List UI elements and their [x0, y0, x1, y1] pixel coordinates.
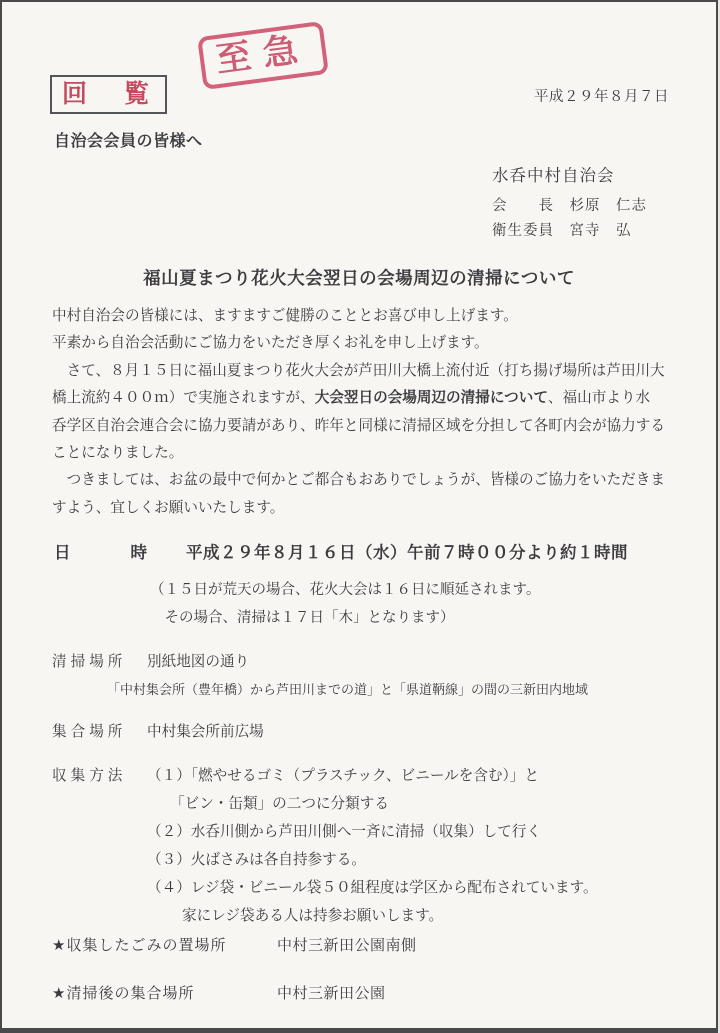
- sender-hygiene-officer: 衛生委員 宮寺 弘: [492, 222, 632, 239]
- meeting-place-label: 集合場所: [52, 724, 127, 740]
- body-line: すよう、宜しくお願いいたします。: [52, 499, 285, 516]
- collection-method-item-2: （２）水呑川側から芦田川側へ一斉に清掃（収集）して行く: [147, 824, 542, 840]
- cleaning-area-label: 清掃場所: [52, 654, 127, 670]
- schedule-note-2: その場合、清掃は１７日「木」となります）: [150, 610, 455, 626]
- collection-method-item-1a: （１）「燃やせるゴミ（プラスチック、ビニールを含む）」と: [147, 768, 539, 784]
- garbage-spot-value: 中村三新田公園南側: [277, 937, 417, 954]
- body-line: 呑学区自治会連合会に協力要請があり、昨年と同様に清掃区域を分担して各町内会が協力する: [52, 417, 665, 434]
- body-line: つきましては、お盆の最中で何かとご都合もおありでしょうが、皆様のご協力をいただきま: [52, 472, 665, 489]
- body-line-bold-segment: 大会翌日の会場周辺の清掃について: [314, 390, 548, 407]
- urgent-stamp: 至急: [197, 21, 329, 89]
- collection-method-label: 収集方法: [52, 768, 127, 784]
- schedule-value: 平成２９年８月１６日（水）午前７時００分より約１時間: [186, 544, 628, 562]
- body-line: 平素から自治会活動にご協力をいただき厚くお礼を申し上げます。: [52, 335, 489, 352]
- meeting-place-value: 中村集会所前広場: [147, 724, 264, 740]
- collection-method-item-4a: （４）レジ袋・ビニール袋５０組程度は学区から配布されています。: [147, 880, 598, 896]
- body-line-segment: 、福山市より水: [547, 390, 651, 407]
- after-cleanup-meeting-value: 中村三新田公園: [277, 985, 386, 1002]
- document-title: 福山夏まつり花火大会翌日の会場周辺の清掃について: [143, 268, 575, 288]
- cleaning-area-line2: 「中村集会所（豊年橋）から芦田川までの道」と「県道鞆線」の間の三新田内地域: [107, 682, 589, 697]
- body-line-segment: 橋上流約４００ｍ）で実施されますが、: [52, 390, 315, 407]
- garbage-spot-label: ★収集したごみの置場所: [52, 937, 227, 954]
- circulation-stamp: 回 覧: [50, 75, 167, 114]
- schedule-row: [54, 539, 628, 563]
- sender-block: [492, 162, 647, 243]
- document-date: 平成２９年８月７日: [534, 89, 669, 105]
- sender-chairman: 会 長 杉原 仁志: [492, 198, 647, 214]
- body-paragraphs: [52, 303, 665, 522]
- collection-method-item-4b: 家にレジ袋ある人は持参お願いします。: [182, 908, 444, 924]
- body-line: ことになりました。: [52, 445, 184, 462]
- body-line: 中村自治会の皆様には、ますますご健勝のこととお喜び申し上げます。: [52, 308, 518, 324]
- after-cleanup-meeting-label: ★清掃後の集合場所: [52, 985, 195, 1002]
- body-line: [52, 385, 665, 412]
- sender-organization: 水呑中村自治会: [492, 167, 615, 185]
- addressee-line: 自治会会員の皆様へ: [54, 133, 203, 150]
- body-line: さて、８月１５日に福山夏まつり花火大会が芦田川大橋上流付近（打ち揚げ場所は芦田川大: [52, 362, 665, 379]
- schedule-label: 日 時: [54, 544, 156, 562]
- collection-method-item-1b: 「ビン・缶類」の二つに分類する: [170, 796, 389, 812]
- collection-method-item-3: （３）火ばさみは各自持参する。: [147, 852, 366, 868]
- cleaning-area-line1: 別紙地図の通り: [147, 654, 250, 670]
- schedule-note-1: （１５日が荒天の場合、花火大会は１６日に順延されます。: [150, 582, 541, 598]
